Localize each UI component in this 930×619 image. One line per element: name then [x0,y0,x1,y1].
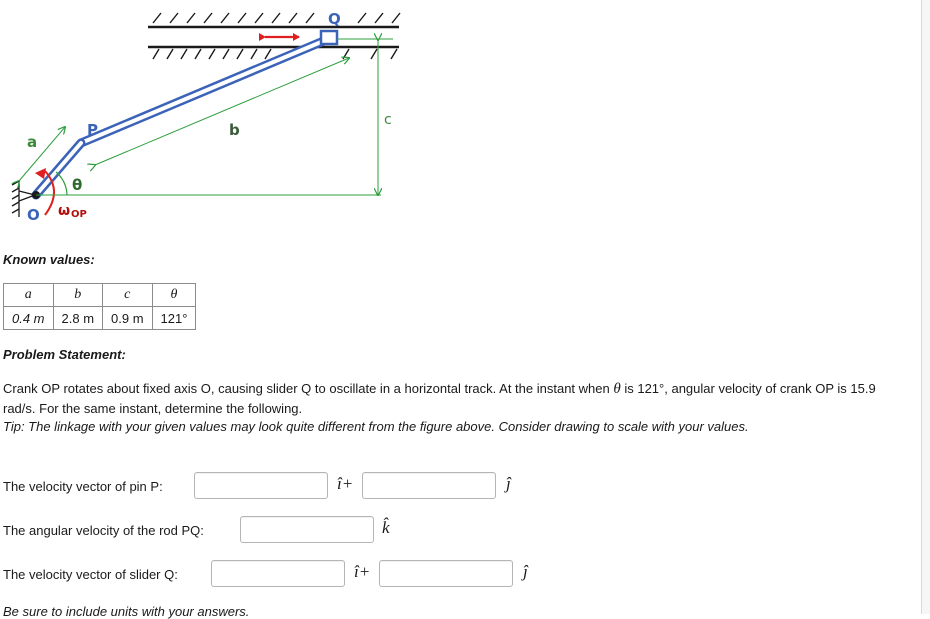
label-theta: θ [72,176,83,194]
question-slider-q-velocity-label: The velocity vector of slider Q: [3,567,178,582]
label-q: Q [328,10,341,28]
units-reminder: Be sure to include units with your answers. [3,604,250,619]
slider-q [321,31,337,44]
unit-j-hat: ĵ [523,562,528,581]
question-rod-pq-angular-velocity-label: The angular velocity of the rod PQ: [3,523,204,538]
label-b: b [229,121,240,139]
problem-statement-text: Crank OP rotates about fixed axis O, causing slider Q to oscillate in a horizontal track. At the instant when θ is 121°, angular velocity of crank OP is 15.9 rad/s. For the same instant, determine the following. [3,381,876,416]
pin-p-velocity-i-input[interactable] [194,472,328,499]
mechanism-figure [3,3,403,235]
pin-p-velocity-j-input[interactable] [362,472,496,499]
label-omega: ω [58,203,71,219]
value-c: 0.9 m [103,307,153,330]
page-scrollbar[interactable] [921,0,930,614]
unit-j-hat: ĵ [506,474,511,493]
track-top [148,13,400,27]
table-row [4,284,196,307]
header-a: a [4,284,54,307]
label-p: P [87,121,98,139]
mechanism-diagram [3,3,403,235]
value-a: 0.4 m [4,307,54,330]
label-c: c [384,112,392,128]
slider-q-velocity-i-input[interactable] [211,560,345,587]
label-a: a [27,133,38,151]
label-o: O [27,206,40,224]
problem-tip: Tip: The linkage with your given values may look quite different from the figure above. Consider drawing to scale with your values. [3,419,749,434]
question-pin-p-velocity-label: The velocity vector of pin P: [3,479,163,494]
value-b: 2.8 m [53,307,103,330]
unit-i-hat: î+ [337,474,354,493]
header-c: c [103,284,153,307]
rod-pq-angular-velocity-input[interactable] [240,516,374,543]
known-values-title: Known values: [3,252,95,267]
header-theta: θ [152,284,196,307]
problem-statement-title: Problem Statement: [3,347,126,362]
dim-b [95,58,349,165]
known-values-table [3,283,196,330]
value-theta: 121° [152,307,196,330]
unit-k-hat: k̂ [382,518,390,537]
table-row [4,307,196,330]
theta-symbol: θ [613,381,621,397]
slider-q-velocity-j-input[interactable] [379,560,513,587]
unit-i-hat: î+ [354,562,371,581]
header-b: b [53,284,103,307]
label-omega-sub: OP [71,209,87,220]
